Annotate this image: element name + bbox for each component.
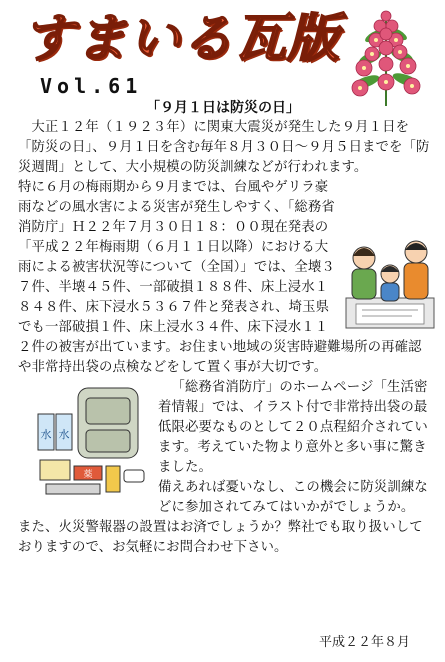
article-heading: 「９月１日は防災の日」 [146, 100, 300, 116]
flower-illustration [336, 6, 436, 108]
paragraph-damage-report: 特に６月の梅雨期から９月までは、台風やゲリラ豪雨などの風水害による災害が発生しやすく、「総務省消防庁」Ｈ２２年７月３０日１８：００現在発表の「平成２２年梅雨期（６月１１日以降）における大雨による被害状況等について（全国）」では、全壊３７件、半壊４５件、一部破損１８８件、床上浸水１８４８件、床下浸水５３６７件と発表され、埼玉県でも一部破損１件、床上浸水３４件、床下浸水１１２件の被害が出ています。お住まい地域の災害時避難場所の再確認や非常持出袋の点検などをして置く事が大切です。 [18, 180, 422, 375]
family-illustration [342, 228, 438, 334]
water-label: 水 [40, 428, 52, 441]
emergency-kit-illustration [32, 382, 150, 500]
issue-date: 平成２２年８月 [318, 635, 410, 650]
paragraph-preparedness: 備えあれば憂いなし、この機会に防災訓練などに参加されてみてはいかがでしょうか。 [158, 480, 428, 515]
paragraph-fire-alarm: また、火災警報器の設置はお済でしょうか？弊社でも取り扱いしておりますので、お気軽にお問合わせ下さい。 [18, 520, 423, 555]
paragraph-fdma-info: 「総務省消防庁」のホームページ「生活密着情報」では、イラスト付で非常持出袋の最低限必要なものとして２０点程紹介されています。考えていた物より意外と多い事に驚きました。 [158, 380, 428, 475]
medicine-label: 薬 [83, 470, 93, 480]
article-body [18, 118, 430, 558]
paragraph-intro: 大正１２年（１９２３年）に関東大震災が発生した９月１日を「防災の日」、９月１日を含む毎年８月３０日〜９月５日までを「防災週間」として、大小規模の防災訓練などが行われます。 [18, 120, 430, 175]
volume-number: Vol.61 [40, 74, 143, 98]
newsletter-title: すまいる瓦版 [22, 9, 341, 69]
water-label-2: 水 [58, 428, 70, 441]
